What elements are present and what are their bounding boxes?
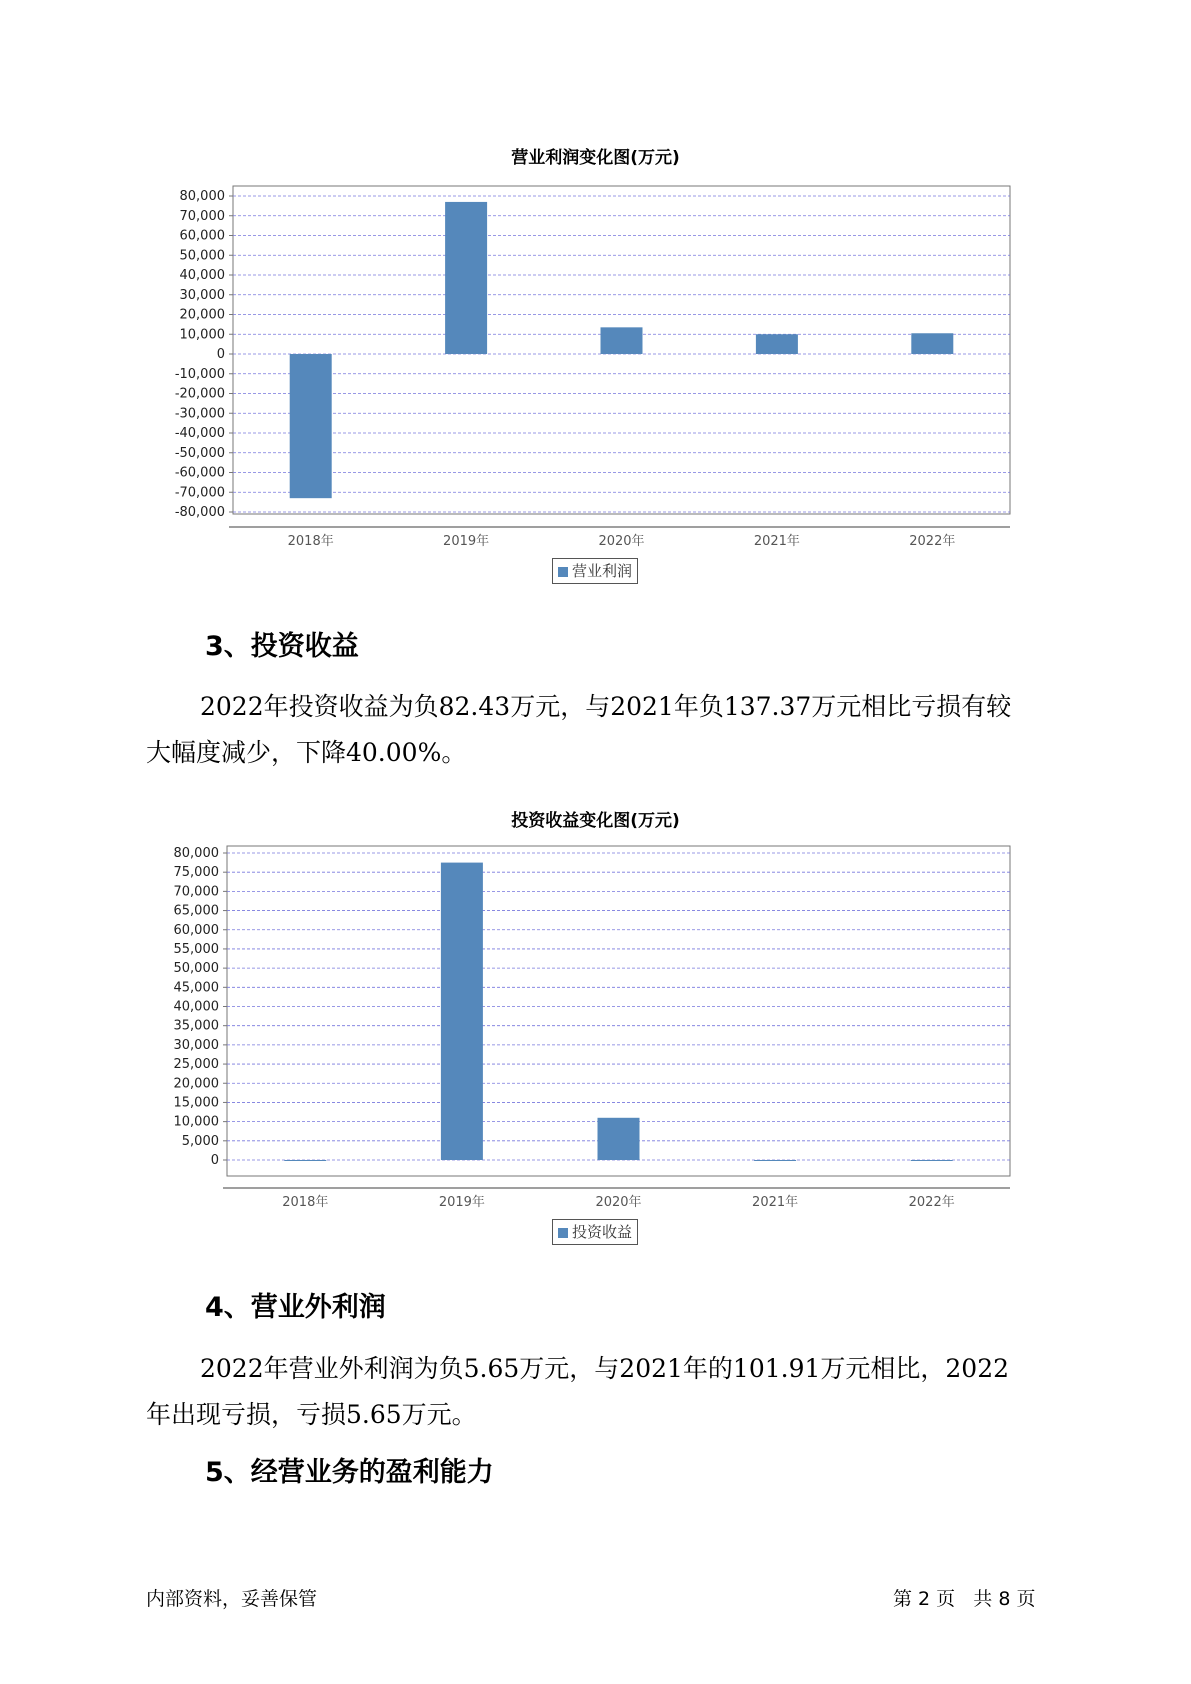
x-tick-label: 2022年 [908, 1195, 955, 1210]
x-tick-label: 2022年 [909, 534, 956, 549]
y-tick-label: 10,000 [173, 1114, 219, 1130]
bar-2022年 [911, 1160, 953, 1161]
legend-label: 营业利润 [572, 562, 633, 580]
y-tick-label: -70,000 [174, 485, 225, 501]
section-heading-profitability: 5、经营业务的盈利能力 [205, 1457, 494, 1488]
y-tick-label: 70,000 [173, 884, 219, 900]
x-tick-label: 2019年 [443, 534, 490, 549]
bar-2020年 [598, 1118, 640, 1160]
chart-title-investment-income: 投资收益变化图(万元) [511, 811, 680, 831]
bar-2021年 [754, 1160, 796, 1161]
y-tick-label: 40,000 [179, 268, 225, 283]
bar-2018年 [284, 1160, 326, 1161]
paragraph-non-operating-profit [146, 1346, 1066, 1438]
x-tick-label: 2020年 [595, 1195, 642, 1210]
y-tick-label: 20,000 [179, 307, 225, 323]
y-tick-label: -40,000 [174, 426, 225, 441]
y-tick-label: 0 [216, 347, 225, 362]
footer-page-number: 第 2 页 共 8 页 [893, 1588, 1036, 1610]
paragraph-line: 年出现亏损，亏损5.65万元。 [146, 1400, 477, 1429]
y-tick-label: 0 [210, 1153, 219, 1168]
y-tick-label: 60,000 [179, 228, 225, 244]
x-tick-label: 2020年 [598, 534, 645, 549]
y-tick-label: -20,000 [174, 386, 225, 402]
y-tick-label: 5,000 [181, 1133, 219, 1149]
paragraph-line: 大幅度减少，下降40.00%。 [146, 738, 467, 767]
x-tick-label: 2019年 [438, 1195, 485, 1210]
y-tick-label: 10,000 [179, 327, 225, 343]
y-tick-label: 35,000 [173, 1018, 219, 1034]
y-tick-label: 75,000 [173, 865, 219, 881]
y-tick-label: 40,000 [173, 999, 219, 1015]
y-tick-label: 55,000 [173, 941, 219, 957]
y-tick-label: -50,000 [174, 445, 225, 461]
y-tick-label: 25,000 [173, 1057, 219, 1073]
y-tick-label: -60,000 [174, 465, 225, 481]
y-tick-label: 80,000 [179, 189, 225, 204]
y-tick-label: 30,000 [179, 287, 225, 303]
y-tick-label: 70,000 [179, 208, 225, 224]
y-tick-label: 50,000 [173, 961, 219, 977]
x-tick-label: 2018年 [282, 1195, 329, 1210]
y-tick-label: 45,000 [173, 980, 219, 996]
y-tick-label: 20,000 [173, 1076, 219, 1092]
y-tick-label: -10,000 [174, 366, 225, 382]
x-tick-label: 2021年 [753, 534, 800, 549]
footer-confidential-note: 内部资料，妥善保管 [146, 1588, 318, 1610]
bar-2019年 [441, 863, 483, 1160]
x-tick-label: 2018年 [287, 534, 334, 549]
section-heading-non-operating-profit: 4、营业外利润 [205, 1292, 386, 1323]
y-tick-label: 30,000 [173, 1037, 219, 1053]
y-tick-label: 15,000 [173, 1095, 219, 1111]
y-tick-label: 50,000 [179, 248, 225, 264]
y-tick-label: 80,000 [173, 846, 219, 861]
chart-title-operating-profit: 营业利润变化图(万元) [511, 148, 680, 168]
y-tick-label: -80,000 [174, 505, 225, 520]
y-tick-label: -30,000 [174, 406, 225, 422]
y-tick-label: 65,000 [173, 903, 219, 919]
y-tick-label: 60,000 [173, 922, 219, 938]
legend-investment-income [552, 1219, 638, 1245]
paragraph-line: 2022年营业外利润为负5.65万元，与2021年的101.91万元相比，2022 [200, 1354, 1010, 1383]
x-tick-label: 2021年 [752, 1195, 799, 1210]
paragraph-line: 2022年投资收益为负82.43万元，与2021年负137.37万元相比亏损有较 [200, 692, 1012, 721]
legend-label: 投资收益 [572, 1223, 633, 1241]
legend-swatch [558, 1228, 568, 1238]
section-heading-investment-income: 3、投资收益 [205, 631, 359, 662]
